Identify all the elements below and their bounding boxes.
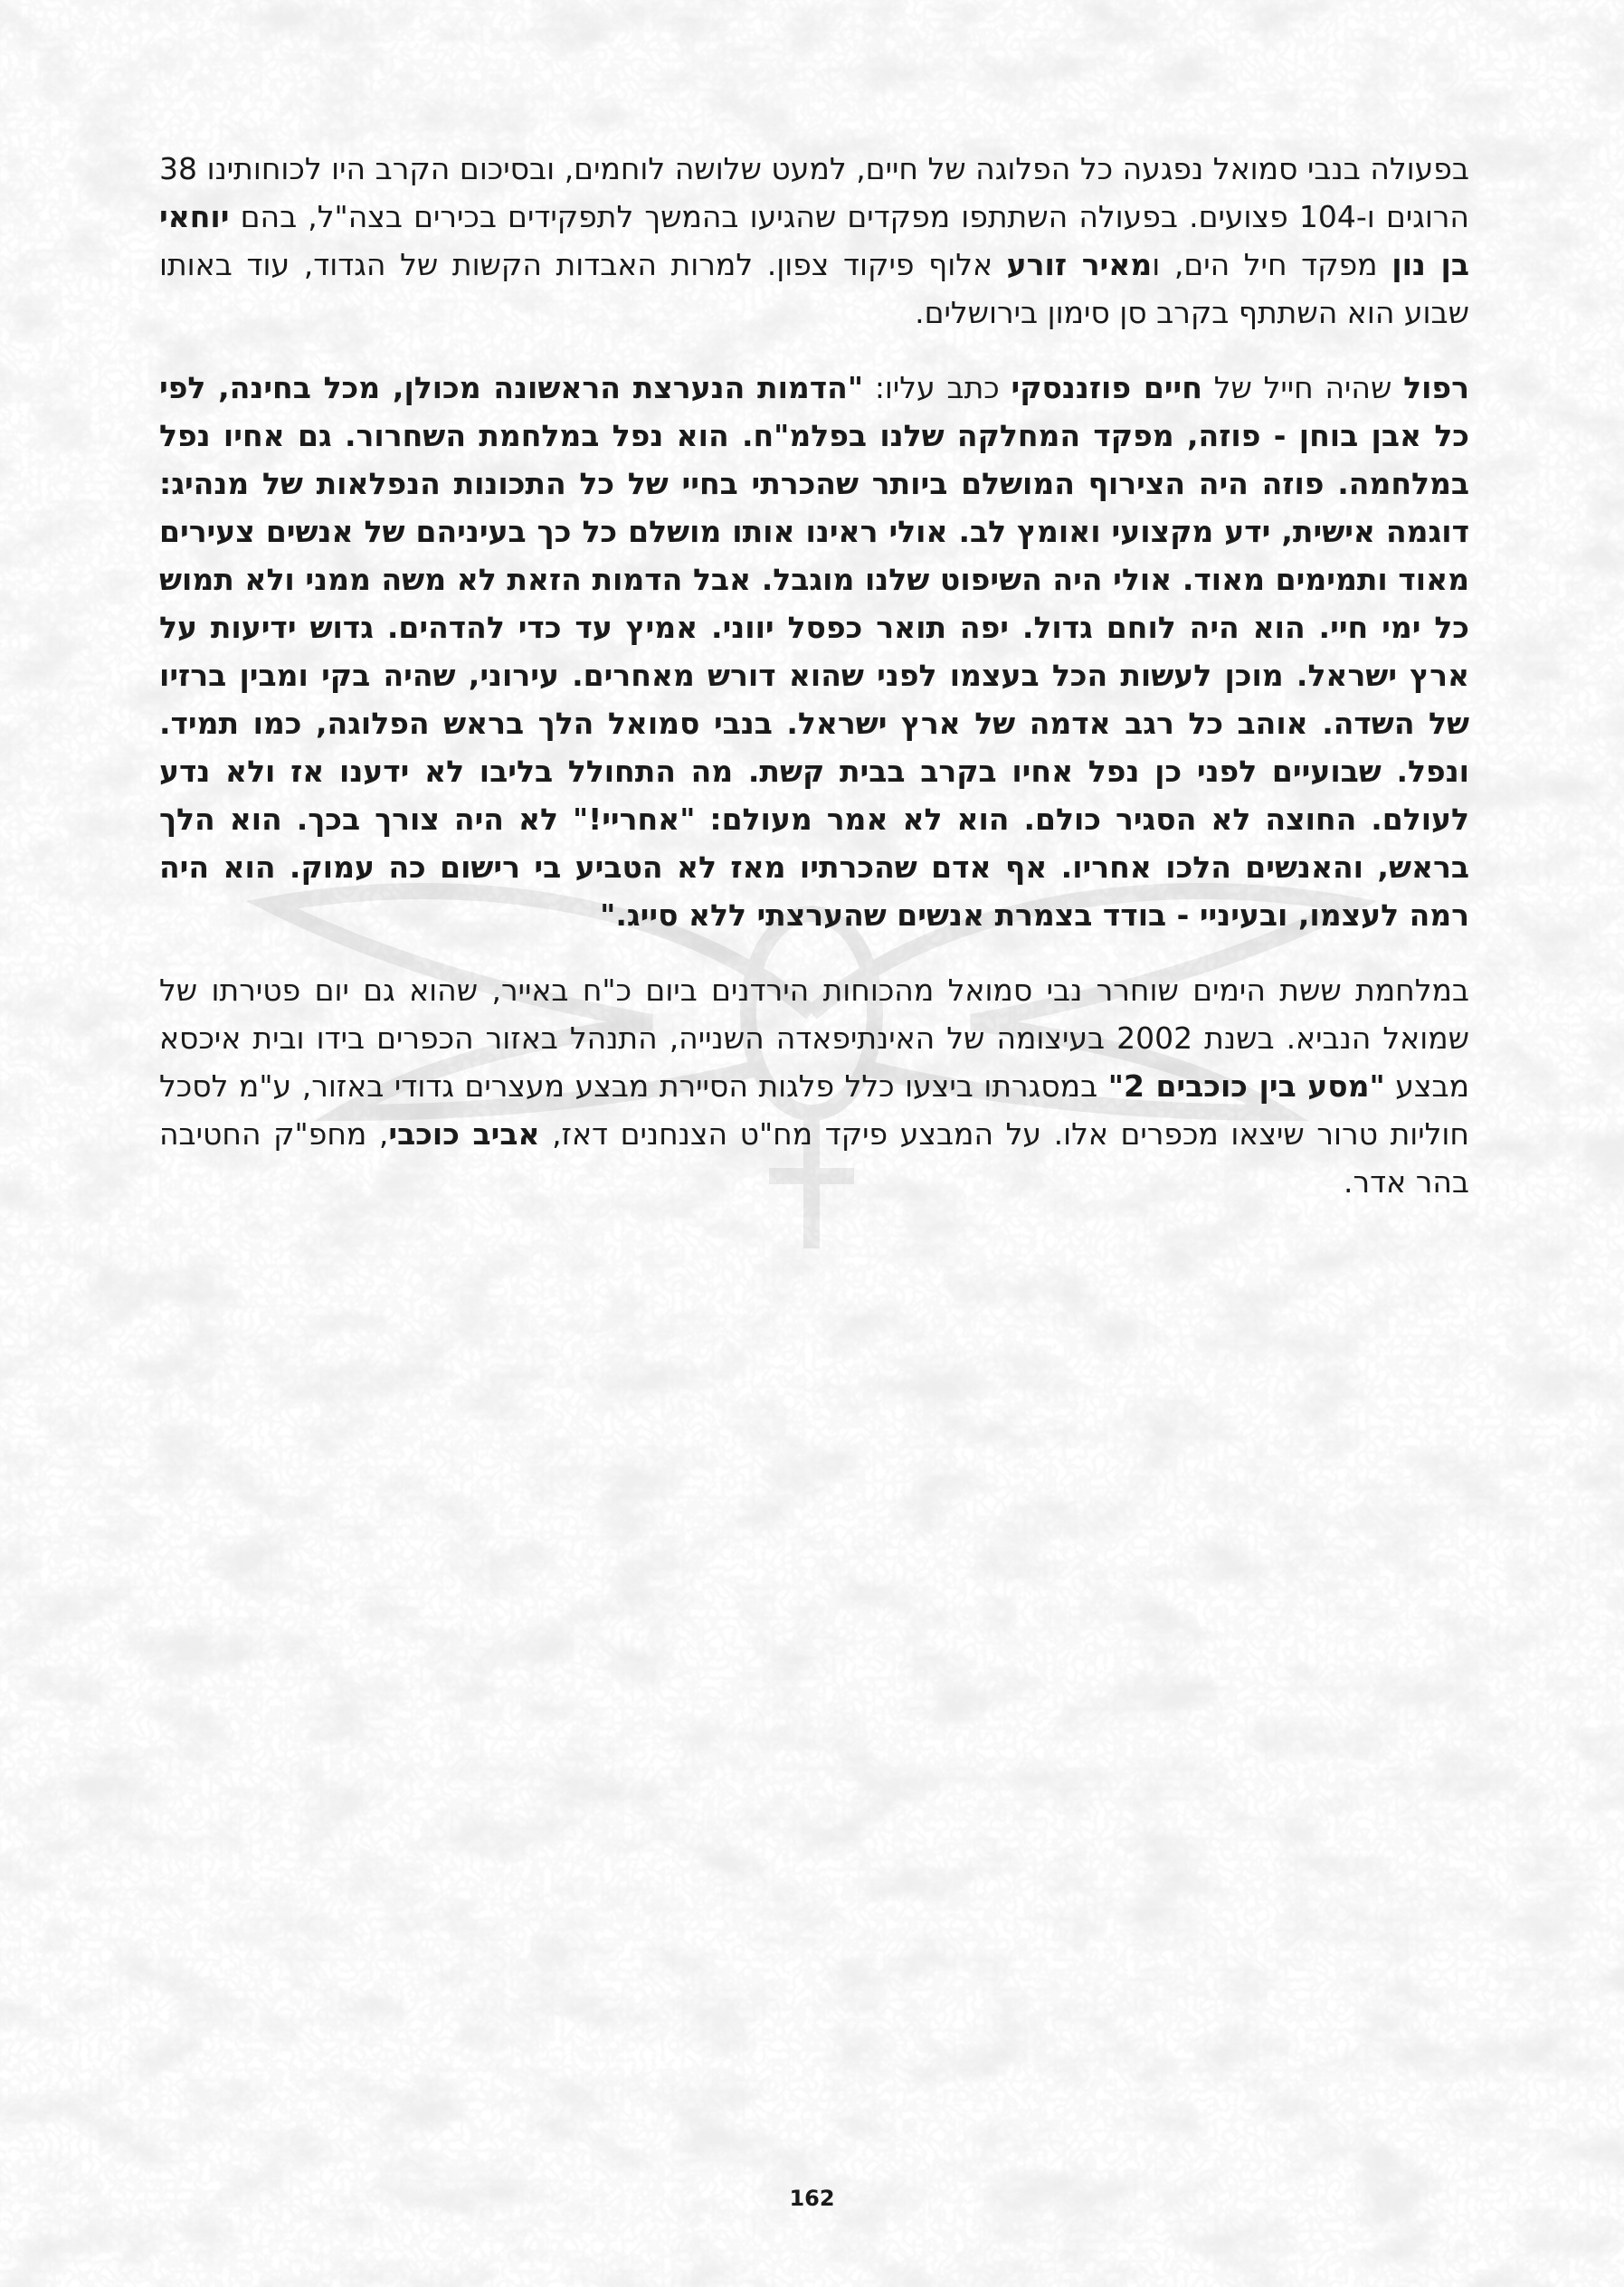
text-segment: בפעולה בנבי סמואל נפגעה כל הפלוגה של חיים, למעט שלושה לוחמים, ובסיכום הקרב היו לכוחותינו 38 הרוגים ו-104 פצועים. בפעולה השתתפו מפקדים שהגיעו בהמשך לתפקידים בכירים בצה"ל, בהם — [159, 151, 1469, 234]
text-segment: כתב עליו: — [863, 370, 1011, 405]
name-raful: רפול — [1403, 370, 1469, 405]
paragraph-nebi-samuel-battle — [159, 145, 1469, 337]
quote-text: "הדמות הנערצת הראשונה מכולן, מכל בחינה, לפי כל אבן בוחן - פוזה, מפקד המחלקה שלנו בפלמ"ח. הוא נפל במלחמת השחרור. גם אחיו נפל במלחמה. פוזה היה הצירוף המושלם ביותר שהכרתי בחיי של כל התכונות הנפלאות של מנהיג: דוגמה אישית, ידע מקצועי ואומץ לב. אולי ראינו אותו מושלם כל כך בעיניהם של אנשים צעירים מאוד ותמימים מאוד. אולי היה השיפוט שלנו מוגבל. אבל הדמות הזאת לא משה ממני ולא תמוש כל ימי חיי. הוא היה לוחם גדול. יפה תואר כפסל יווני. אמיץ עד כדי להדהים. גדוש ידיעות על ארץ ישראל. מוכן לעשות הכל בעצמו לפני שהוא דורש מאחרים. עירוני, שהיה בקי ומבין ברזיו של השדה. אוהב כל רגב אדמה של ארץ ישראל. בנבי סמואל הלך בראש הפלוגה, כמו תמיד. ונפל. שבועיים לפני כן נפל אחיו בקרב בבית קשת. מה התחולל בליבו לא ידענו אז ולא נדע לעולם. החוצה לא הסגיר כולם. הוא לא אמר מעולם: "אחריי!" לא היה צורך בכך. הוא הלך בראש, והאנשים הלכו אחריו. אף אדם שהכרתיו מאז לא הטביע בי רישום כה עמוק. הוא היה רמה לעצמו, ובעיניי - בודד בצמרת אנשים שהערצתי ללא סייג." — [159, 370, 1469, 933]
page-number: 162 — [789, 2186, 835, 2211]
text-segment: במסגרתו ביצעו כלל פלגות הסיירת מבצע מעצרים גדודי באזור, ע"מ לסכל חוליות טרור שיצאו מכפרים אלו. על המבצע פיקד מח"ט הצנחנים דאז, — [159, 1068, 1469, 1152]
text-segment: במלחמת ששת הימים שוחרר נבי סמואל מהכוחות הירדנים ביום כ"ח באייר, שהוא גם יום פטירתו של שמואל הנביא. בשנת 2002 בעיצומה של האינתיפאדה השנייה, התנהל באזור הכפרים בידו ובית איכסא מבצע — [159, 973, 1469, 1104]
text-segment: מפקד חיל הים, ו — [1152, 247, 1392, 282]
text-segment: , מחפ"ק החטיבה בהר אדר. — [159, 1116, 1469, 1200]
name-meir-zorea: מאיר זורע — [1006, 247, 1153, 282]
page-content — [159, 145, 1469, 1233]
text-segment: שהיה חייל של — [1201, 370, 1404, 405]
operation-name: "מסע בין כוכבים 2" — [1107, 1068, 1385, 1104]
name-aviv-kochavi: אביב כוכבי — [388, 1116, 540, 1152]
name-chaim-poznansky: חיים פוזננסקי — [1011, 370, 1202, 405]
paragraph-six-day-war — [159, 966, 1469, 1206]
paragraph-raful-quote — [159, 364, 1469, 939]
text-segment: אלוף פיקוד צפון. למרות האבדות הקשות של הגדוד, עוד באותו שבוע הוא השתתף בקרב סן סימון בירושלים. — [159, 247, 1469, 330]
name-yochai-ben-nun: יוחאי בן נון — [159, 199, 1469, 282]
